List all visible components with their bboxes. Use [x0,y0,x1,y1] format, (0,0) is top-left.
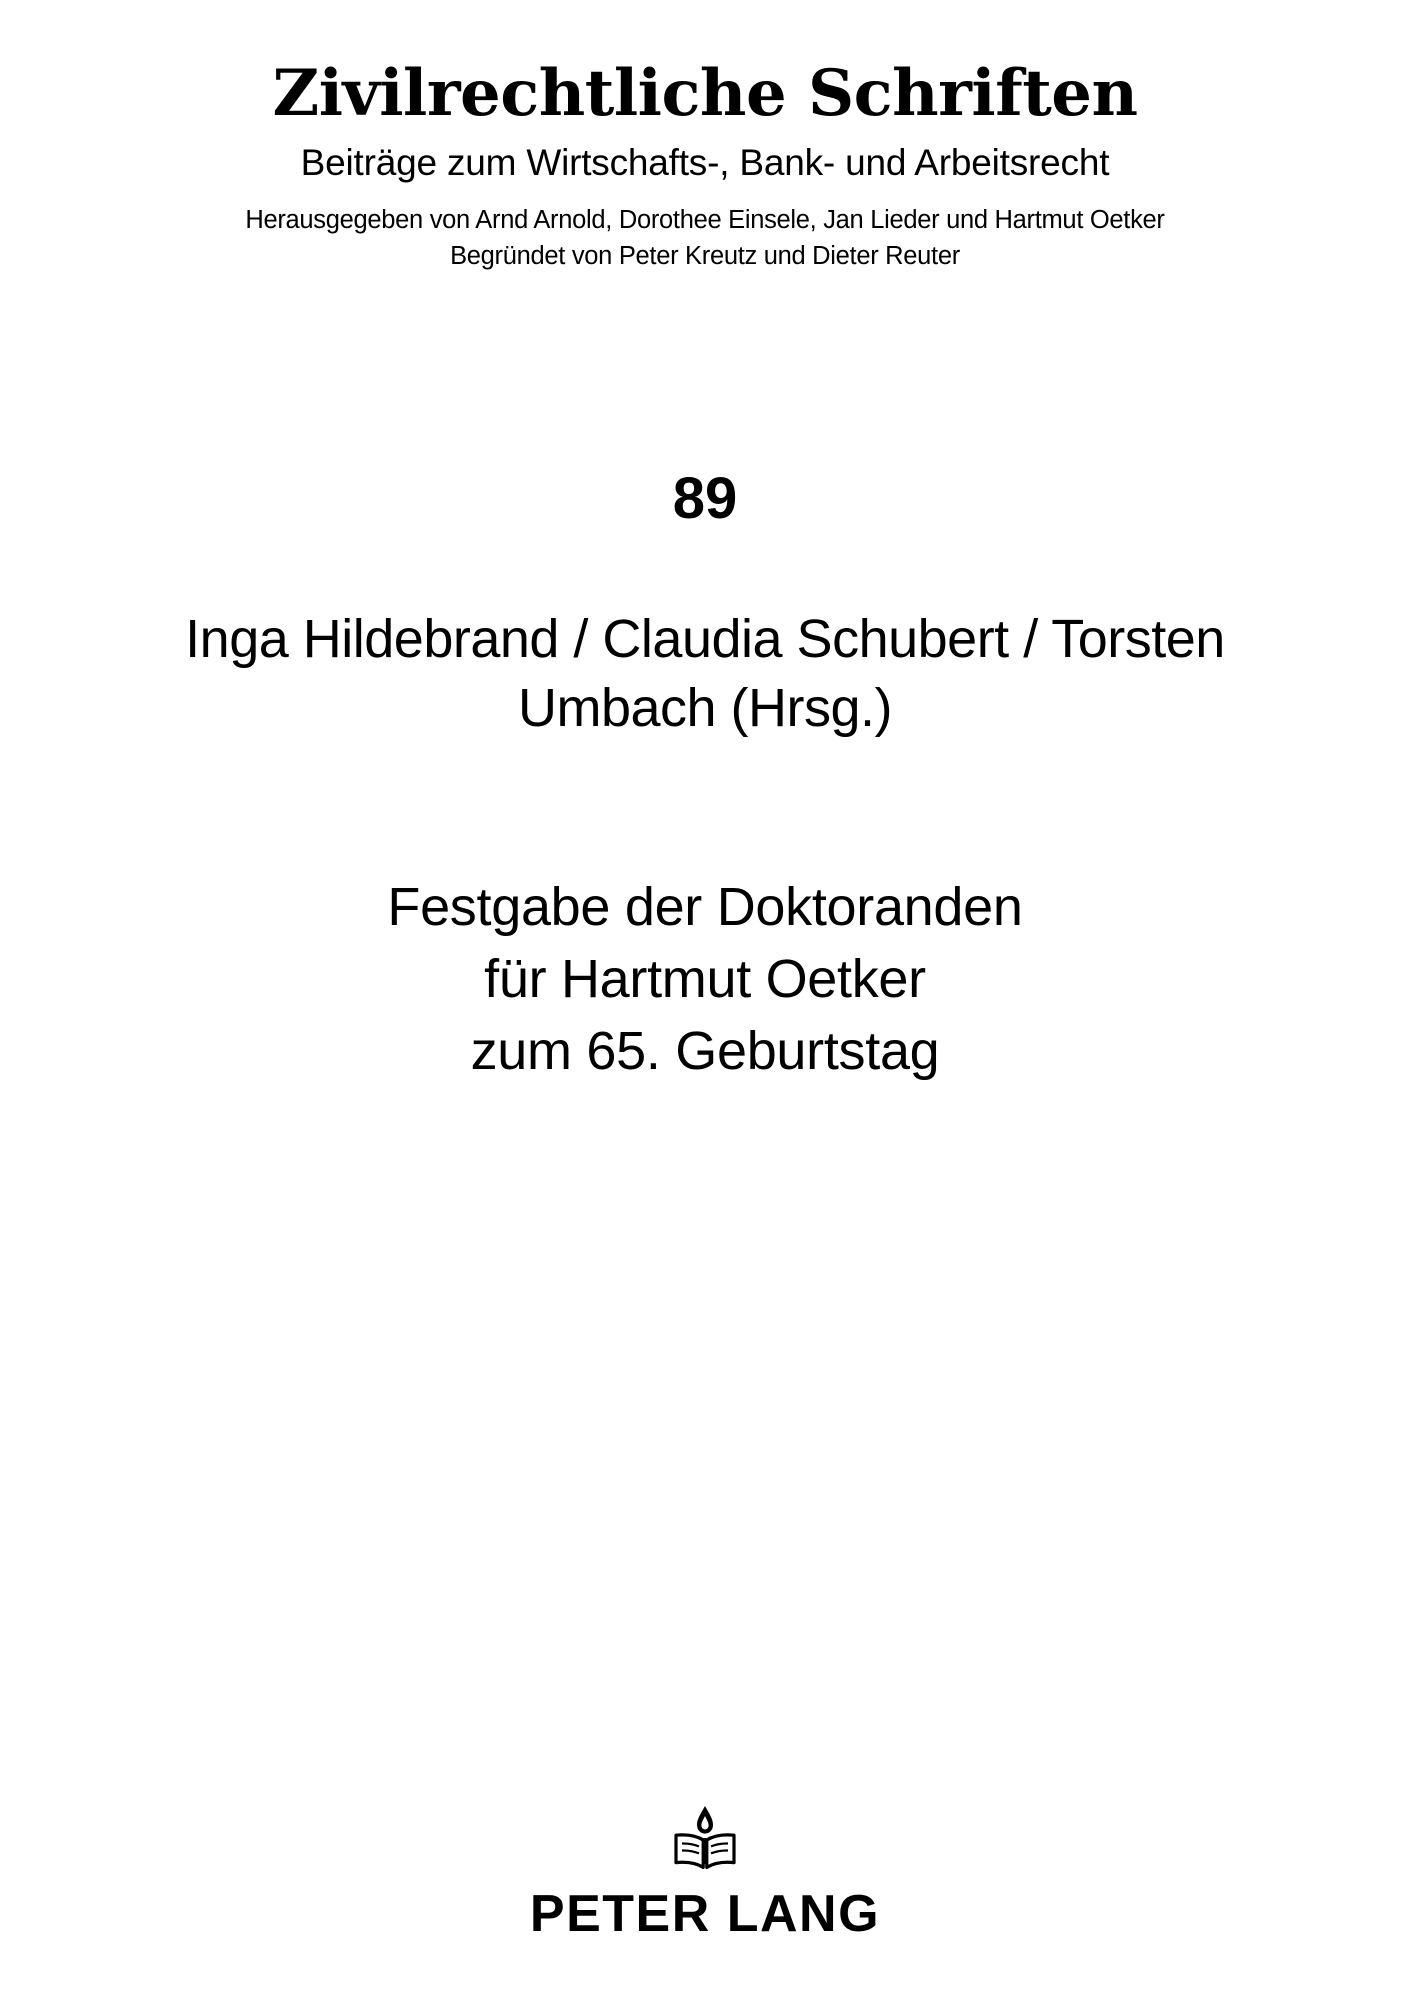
open-book-with-flame-icon [673,1804,737,1878]
editors-block [120,605,1290,743]
series-header [0,56,1410,273]
series-founders: Begründet von Peter Kreutz und Dieter Reuter [450,241,960,270]
editors-line-2: Torsten Umbach (Hrsg.) [517,609,1225,739]
publisher-logo [0,1804,1410,1943]
publisher-name: PETER LANG [529,1885,881,1943]
editors-line-1: Inga Hildebrand / Claudia Schubert / [185,609,1038,669]
book-title-line-1: Festgabe der Doktoranden [387,877,1023,937]
book-title [120,872,1290,1087]
book-title-line-3: zum 65. Geburtstag [470,1020,940,1081]
book-title-line-2: für Hartmut Oetker [484,948,926,1009]
series-subtitle: Beiträge zum Wirtschafts-, Bank- und Arbeitsrecht [300,142,1110,183]
series-editors: Herausgegeben von Arnd Arnold, Dorothee Einsele, Jan Lieder und Hartmut Oetker [245,205,1165,234]
series-title: Zivilrechtliche Schriften [272,56,1138,131]
volume-number: 89 [672,466,738,531]
